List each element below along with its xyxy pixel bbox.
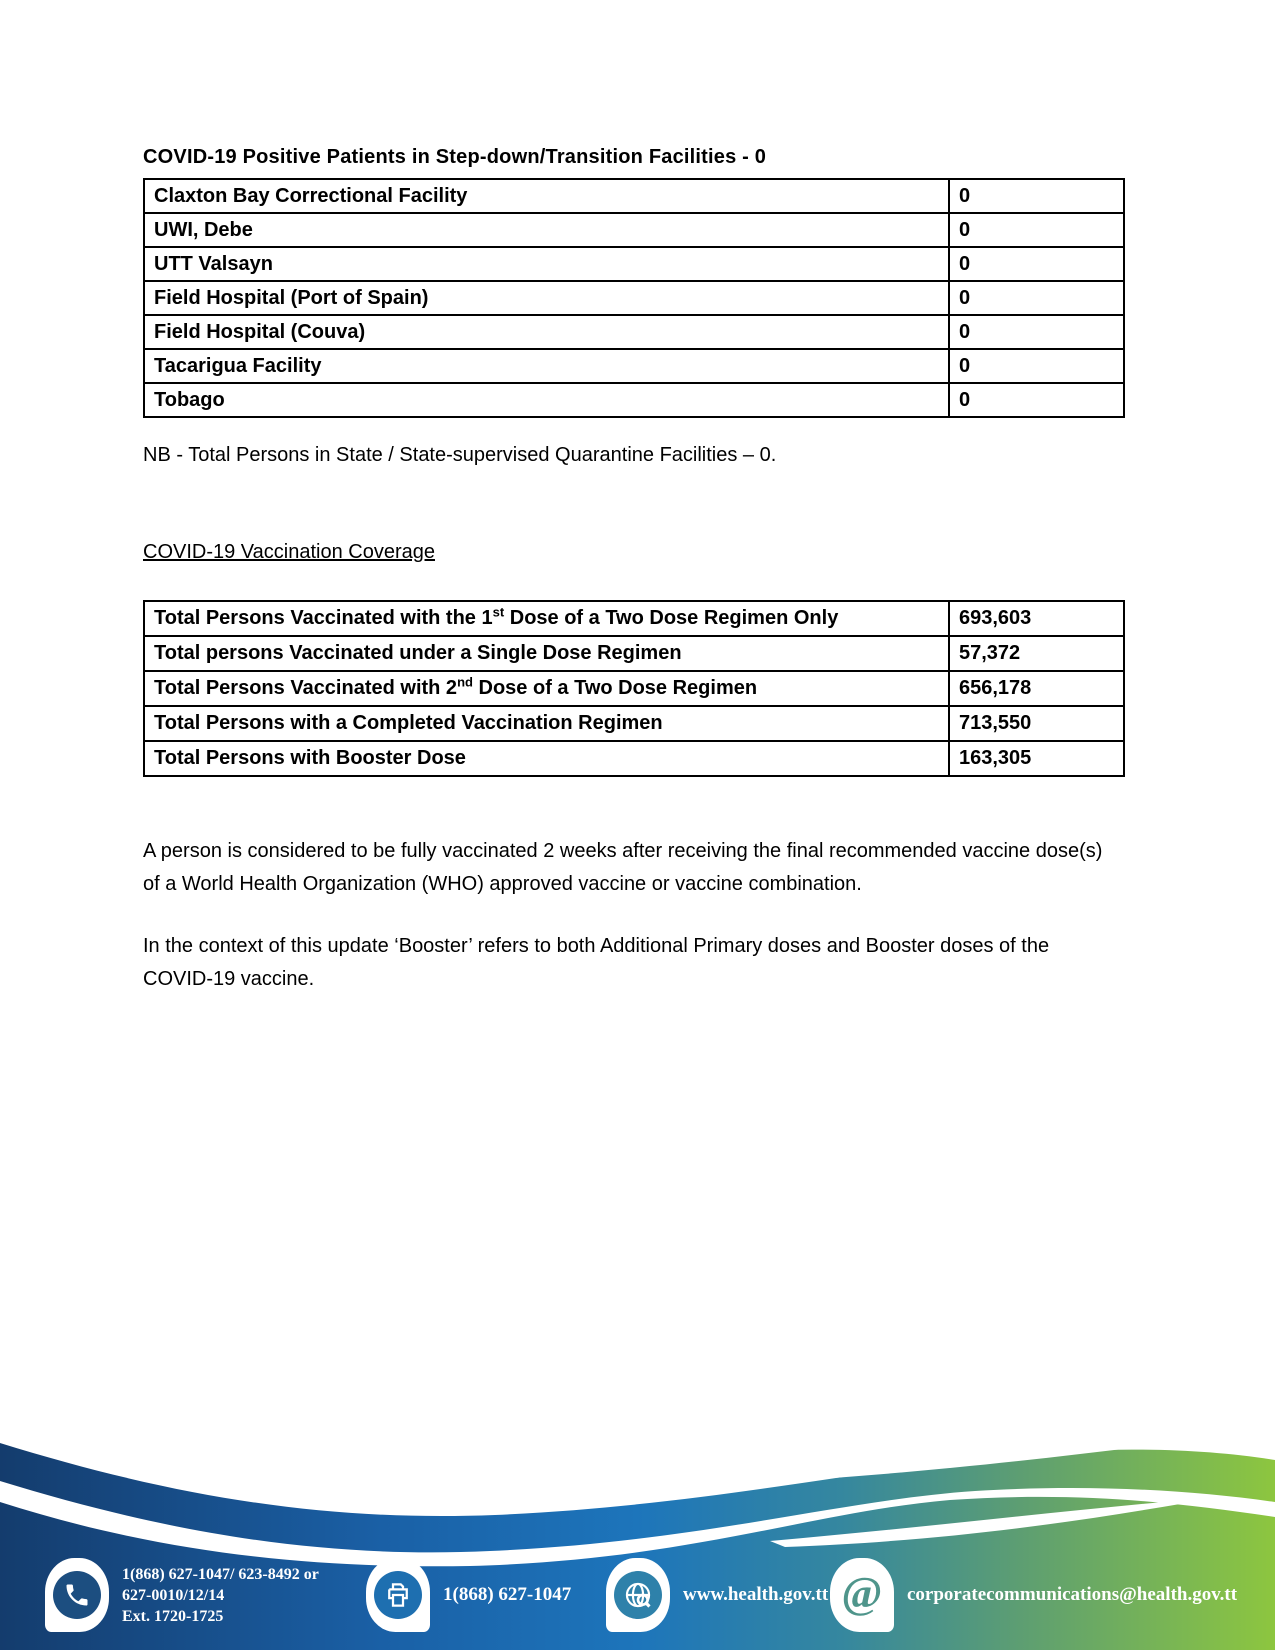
contact-email	[830, 1555, 1237, 1635]
stepdown-heading: COVID-19 Positive Patients in Step-down/Transition Facilities - 0	[143, 146, 767, 168]
table-row	[144, 671, 1124, 706]
contact-text	[122, 1564, 319, 1627]
contact-globe	[606, 1555, 828, 1635]
table-row	[144, 349, 1124, 383]
facility-label-cell: Total Persons with a Completed Vaccination Regimen	[144, 706, 949, 741]
vaccination-table	[143, 600, 1125, 777]
vaccination-heading: COVID-19 Vaccination Coverage	[143, 541, 435, 563]
table-row	[144, 179, 1124, 213]
table-row	[144, 601, 1124, 636]
document-page	[143, 146, 1125, 996]
booster-note: In the context of this update ‘Booster’ refers to both Additional Primary doses and Booster doses of the COVID-19 vaccine.	[143, 935, 1050, 990]
value-cell: 0	[949, 247, 1124, 281]
value-cell: 0	[949, 213, 1124, 247]
table-row	[144, 741, 1124, 776]
contact-text	[683, 1583, 828, 1607]
fully-vaccinated-note: A person is considered to be fully vaccinated 2 weeks after receiving the final recommended vaccine dose(s) of a World Health Organization (WHO) approved vaccine or vaccine combination.	[143, 840, 1103, 895]
facility-label-cell: Total Persons Vaccinated with the 1st Dose of a Two Dose Regimen Only	[144, 601, 949, 636]
facility-label-cell: Total Persons Vaccinated with 2nd Dose of a Two Dose Regimen	[144, 671, 949, 706]
contact-line: 1(868) 627-1047/ 623-8492 or	[122, 1565, 319, 1583]
table-row	[144, 281, 1124, 315]
ordinal-superscript: st	[492, 604, 505, 620]
contact-line: www.health.gov.tt	[683, 1584, 829, 1605]
footer	[0, 1350, 1275, 1650]
contact-text	[907, 1583, 1237, 1607]
facility-label-cell: Claxton Bay Correctional Facility	[144, 179, 949, 213]
contact-fax	[366, 1555, 571, 1635]
table-row	[144, 636, 1124, 671]
value-cell: 0	[949, 383, 1124, 417]
table-row	[144, 315, 1124, 349]
table-row	[144, 706, 1124, 741]
nb-note: NB - Total Persons in State / State-supervised Quarantine Facilities – 0.	[143, 444, 777, 466]
contact-line: Ext. 1720-1725	[122, 1607, 224, 1625]
ordinal-superscript: nd	[457, 674, 473, 690]
contact-line: 1(868) 627-1047	[443, 1584, 572, 1605]
value-cell: 693,603	[949, 601, 1124, 636]
facility-label-cell: UTT Valsayn	[144, 247, 949, 281]
stepdown-table	[143, 178, 1125, 418]
phone-icon	[45, 1558, 109, 1632]
fax-icon	[366, 1558, 430, 1632]
globe-icon	[606, 1558, 670, 1632]
contact-phone	[45, 1555, 319, 1635]
stepdown-table-body	[144, 179, 1124, 417]
at-glyph: @	[841, 1568, 883, 1617]
value-cell: 0	[949, 349, 1124, 383]
facility-label-cell: UWI, Debe	[144, 213, 949, 247]
contact-line: 627-0010/12/14	[122, 1586, 225, 1604]
contact-line: corporatecommunications@health.gov.tt	[907, 1584, 1238, 1605]
value-cell: 57,372	[949, 636, 1124, 671]
table-row	[144, 383, 1124, 417]
vaccination-table-body	[144, 601, 1124, 776]
value-cell: 0	[949, 179, 1124, 213]
footer-contacts	[0, 1350, 1275, 1650]
facility-label-cell: Field Hospital (Couva)	[144, 315, 949, 349]
value-cell: 163,305	[949, 741, 1124, 776]
value-cell: 656,178	[949, 671, 1124, 706]
contact-text	[443, 1583, 571, 1607]
facility-label-cell: Tobago	[144, 383, 949, 417]
table-row	[144, 247, 1124, 281]
facility-label-cell: Total Persons with Booster Dose	[144, 741, 949, 776]
value-cell: 713,550	[949, 706, 1124, 741]
facility-label-cell: Field Hospital (Port of Spain)	[144, 281, 949, 315]
facility-label-cell: Total persons Vaccinated under a Single Dose Regimen	[144, 636, 949, 671]
value-cell: 0	[949, 281, 1124, 315]
value-cell: 0	[949, 315, 1124, 349]
table-row	[144, 213, 1124, 247]
facility-label-cell: Tacarigua Facility	[144, 349, 949, 383]
email-icon	[830, 1558, 894, 1632]
